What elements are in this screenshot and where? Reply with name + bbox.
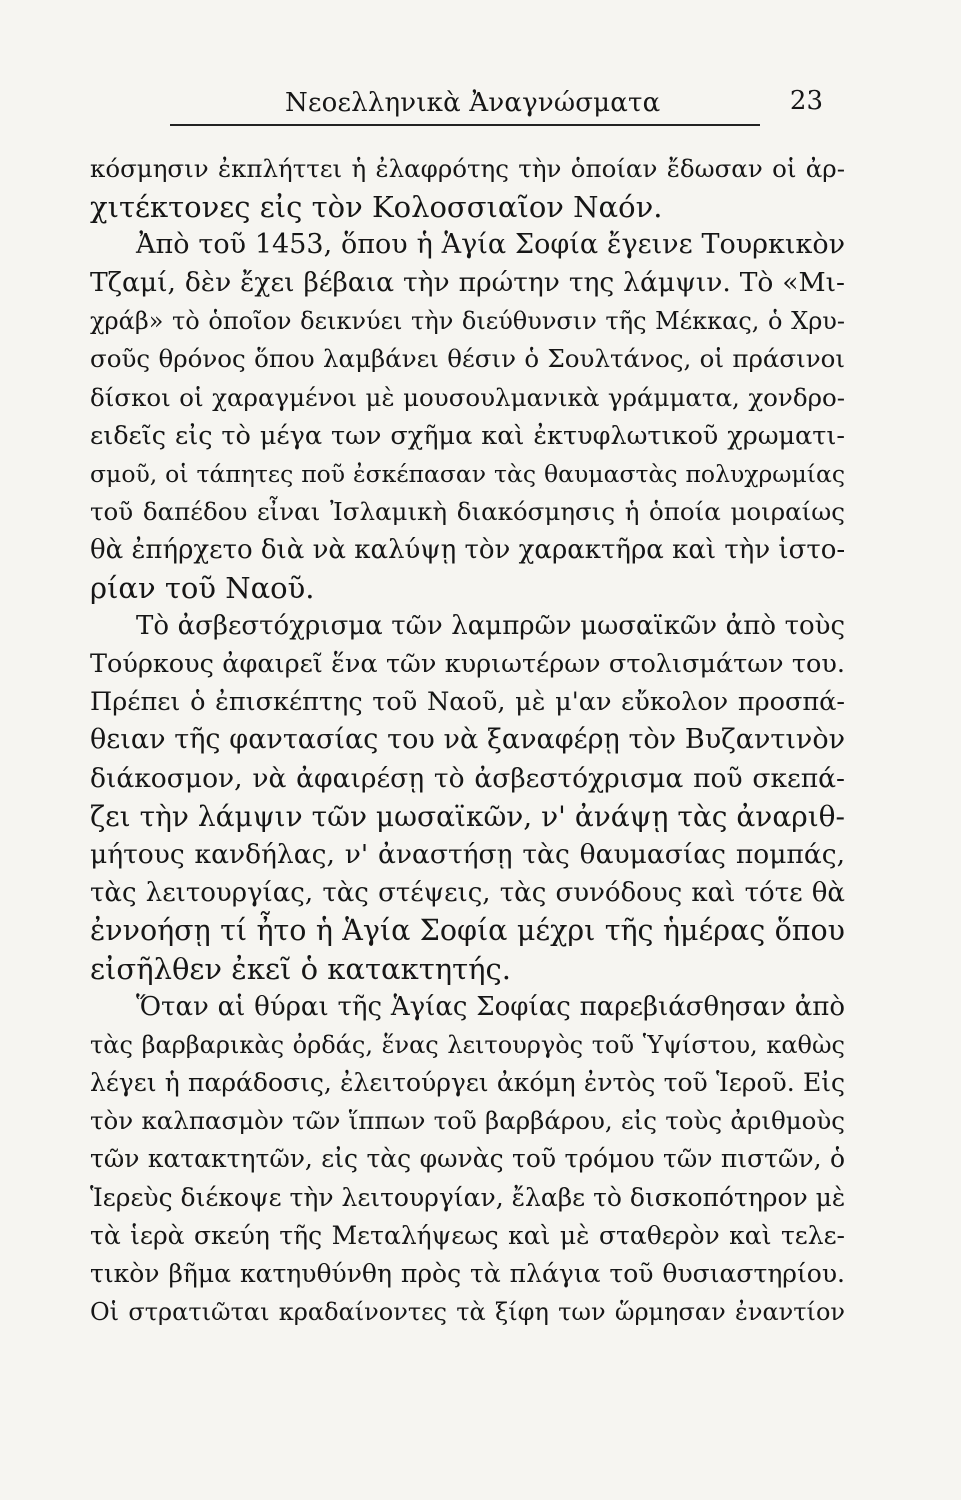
text-line: Ὅταν αἱ θύραι τῆς Ἁγίας Σοφίας παρεβιάσθησαν ἀπὸ: [136, 992, 845, 1023]
text-line: λέγει ἡ παράδοσις, ἐλειτούργει ἀκόμη ἐντὸς τοῦ Ἱεροῦ. Εἰς: [90, 1068, 845, 1098]
text-line: κόσμησιν ἐκπλήττει ἡ ἐλαφρότης τὴν ὁποίαν ἔδωσαν οἱ ἀρ-: [90, 154, 845, 183]
text-line: ειδεῖς εἰς τὸ μέγα των σχῆμα καὶ ἐκτυφλωτικοῦ χρωματι-: [90, 420, 845, 451]
text-line: δίσκοι οἱ χαραγμένοι μὲ μουσουλμανικὰ γράμματα, χονδρο-: [90, 382, 845, 412]
text-line: τὰς λειτουργίας, τὰς στέψεις, τὰς συνόδους καὶ τότε θὰ: [90, 877, 845, 908]
text-line: Πρέπει ὁ ἐπισκέπτης τοῦ Ναοῦ, μὲ μ'αν εὔκολον προσπά-: [90, 687, 845, 718]
header-rule: [170, 124, 760, 126]
running-title: Νεοελληνικὰ Ἀναγνώσματα: [285, 88, 661, 118]
text-line: ζει τὴν λάμψιν τῶν μωσαϊκῶν, ν' ἀνάψῃ τὰς ἀναριθ-: [90, 799, 845, 833]
text-line: τὸν καλπασμὸν τῶν ἵππων τοῦ βαρβάρου, εἰς τοὺς ἀριθμοὺς: [90, 1106, 845, 1136]
text-line: σμοῦ, οἱ τάπητες ποῦ ἐσκέπασαν τὰς θαυμαστὰς πολυχρωμίας: [90, 459, 845, 488]
page-number: 23: [789, 86, 823, 116]
text-line: εἰσῆλθεν ἐκεῖ ὁ κατακτητής.: [90, 951, 512, 986]
text-line: Τζαμί, δὲν ἔχει βέβαια τὴν πρώτην της λάμψιν. Τὸ «Μι-: [90, 267, 845, 299]
text-line: Τὸ ἀσβεστόχρισμα τῶν λαμπρῶν μωσαϊκῶν ἀπὸ τοὺς: [136, 611, 845, 642]
text-line: τῶν κατακτητῶν, εἰς τὰς φωνὰς τοῦ τρόμου τῶν πιστῶν, ὁ: [90, 1144, 845, 1174]
body-text: [90, 150, 845, 1331]
text-line: χιτέκτονες εἰς τὸν Κολοσσιαῖον Ναόν.: [90, 190, 663, 225]
text-line: μήτους κανδήλας, ν' ἀναστήσῃ τὰς θαυμασίας πομπάς,: [90, 838, 845, 870]
text-line: τικὸν βῆμα κατηυθύνθη πρὸς τὰ πλάγια τοῦ θυσιαστηρίου.: [90, 1258, 845, 1288]
text-line: σοῦς θρόνος ὅπου λαμβάνει θέσιν ὁ Σουλτάνος, οἱ πράσινοι: [90, 344, 845, 374]
text-line: τὰς βαρβαρικὰς ὀρδάς, ἕνας λειτουργὸς τοῦ Ὑψίστου, καθὼς: [90, 1031, 845, 1060]
text-line: Τούρκους ἀφαιρεῖ ἕνα τῶν κυριωτέρων στολισμάτων του.: [90, 649, 845, 680]
text-line: ρίαν τοῦ Ναοῦ.: [90, 571, 315, 606]
text-line: θὰ ἐπήρχετο διὰ νὰ καλύψῃ τὸν χαρακτῆρα καὶ τὴν ἱστο-: [90, 534, 846, 565]
text-line: τοῦ δαπέδου εἶναι Ἰσλαμικὴ διακόσμησις ἡ ὁποία μοιραίως: [90, 496, 845, 526]
text-line: Ἱερεὺς διέκοψε τὴν λειτουργίαν, ἔλαβε τὸ δισκοπότηρον μὲ: [90, 1182, 846, 1212]
text-line: Οἱ στρατιῶται κραδαίνοντες τὰ ξίφη των ὥρμησαν ἐναντίον: [90, 1297, 845, 1326]
text-line: τὰ ἱερὰ σκεύη τῆς Μεταλήψεως καὶ μὲ σταθερὸν καὶ τελε-: [90, 1220, 845, 1250]
text-line: διάκοσμον, νὰ ἀφαιρέσῃ τὸ ἀσβεστόχρισμα ποῦ σκεπά-: [90, 762, 845, 794]
text-line: Ἀπὸ τοῦ 1453, ὅπου ἡ Ἁγία Σοφία ἔγεινε Τουρκικὸν: [136, 229, 845, 261]
text-line: θειαν τῆς φαντασίας του νὰ ξαναφέρῃ τὸν Βυζαντινὸν: [90, 724, 845, 756]
page-header: [100, 86, 833, 126]
text-line: ἐννοήσῃ τί ἦτο ἡ Ἁγία Σοφία μέχρι τῆς ἡμέρας ὅπου: [90, 913, 845, 947]
text-line: χράβ» τὸ ὁποῖον δεικνύει τὴν διεύθυνσιν τῆς Μέκκας, ὁ Χρυ-: [90, 307, 845, 336]
